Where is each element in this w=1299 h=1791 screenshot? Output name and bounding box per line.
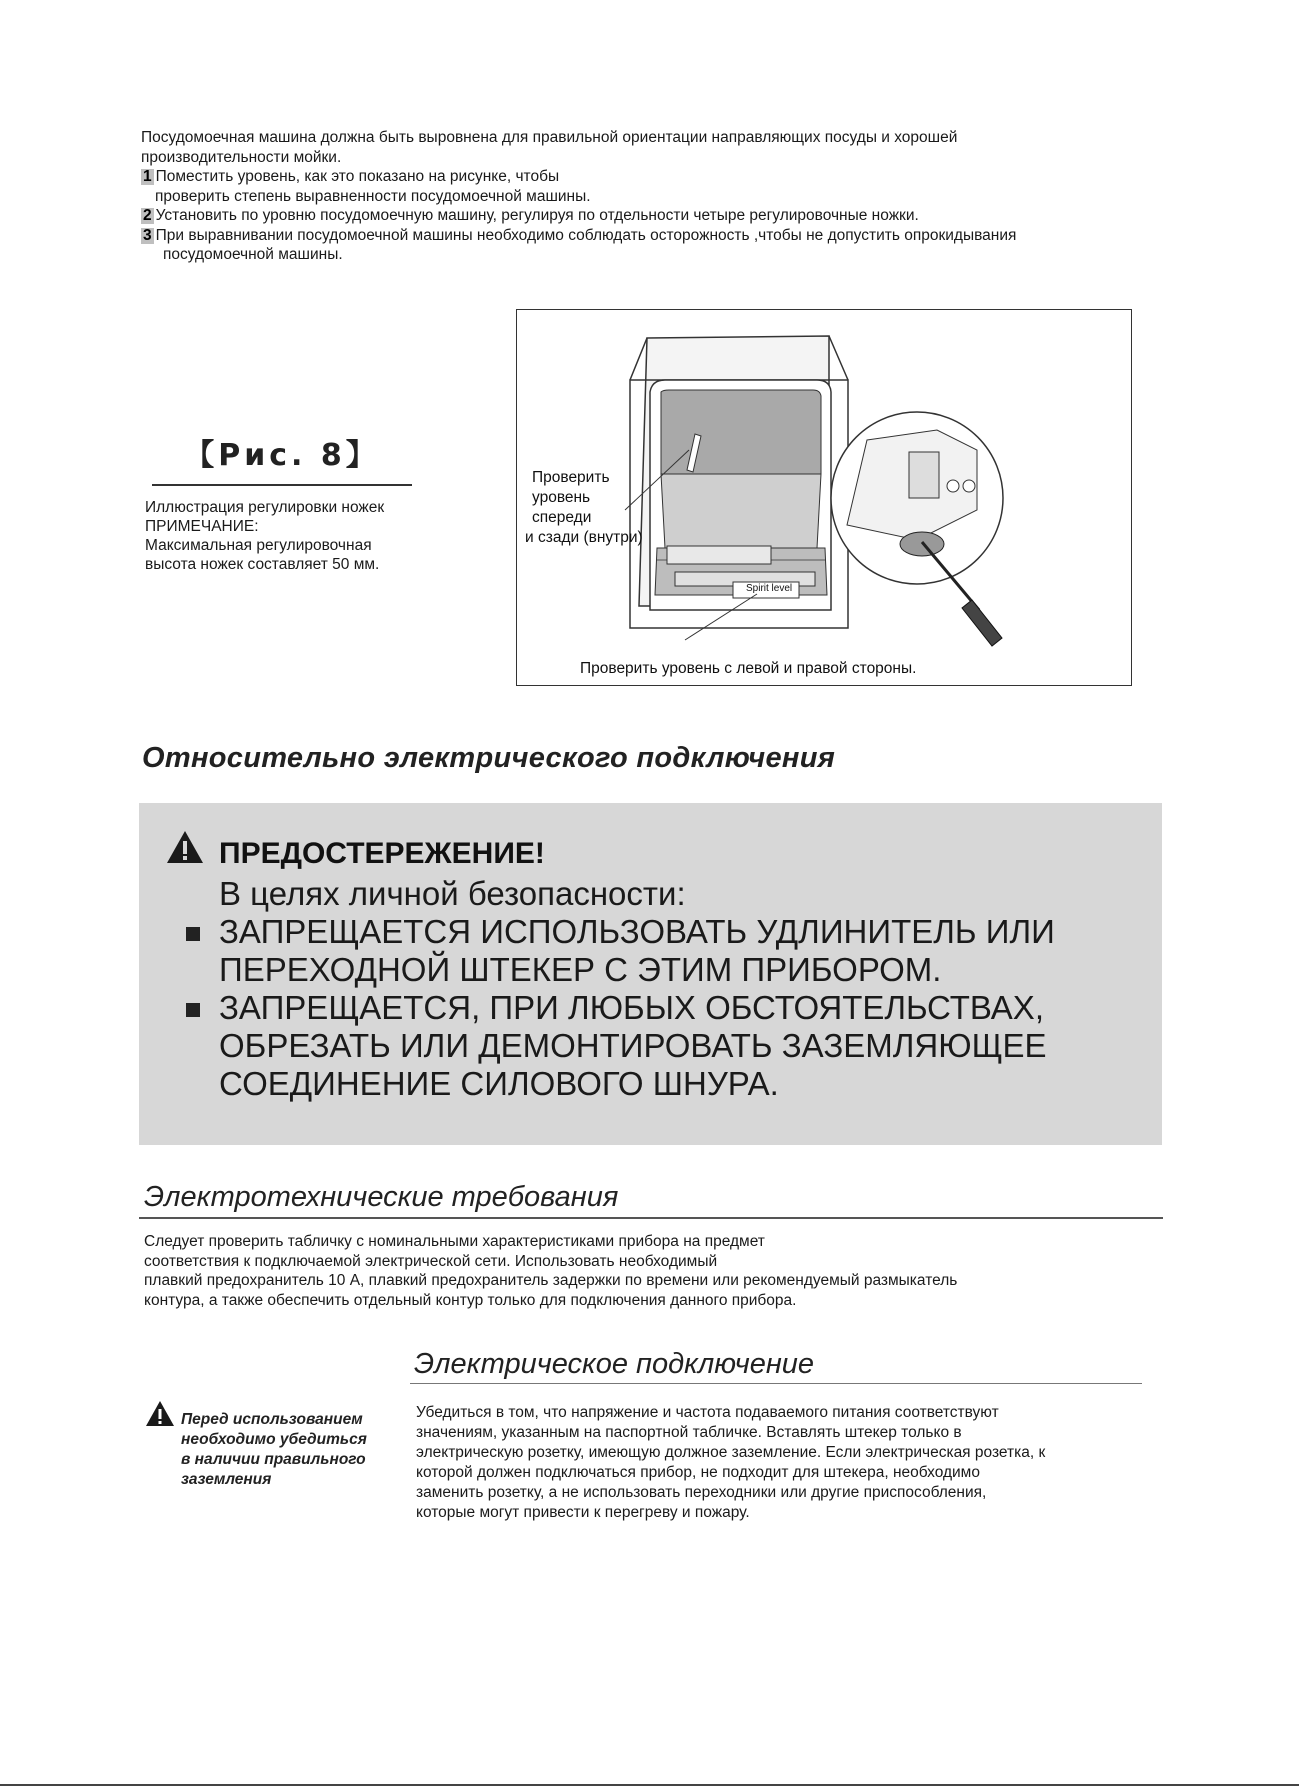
- warning-triangle-icon: [145, 1400, 175, 1428]
- requirements-heading: Электротехнические требования: [144, 1181, 619, 1213]
- step-number: 2: [143, 207, 152, 224]
- connection-line: заменить розетку, а не использовать переходники или другие приспособления,: [416, 1484, 987, 1501]
- connection-line: которые могут привести к перегреву и пожару.: [416, 1504, 750, 1521]
- figure-label-bottom-a: Проверить уровень: [580, 660, 720, 677]
- figure-label-check: уровень: [532, 489, 591, 506]
- step-2: [141, 206, 1181, 226]
- note-line: Иллюстрация регулировки ножек: [145, 499, 385, 516]
- figure-label-check: Проверить: [532, 469, 610, 486]
- dishwasher-leveling-figure: [516, 309, 1132, 686]
- warning-item-2-cont: СОЕДИНЕНИЕ СИЛОВОГО ШНУРА.: [219, 1065, 779, 1102]
- figure-label-bottom-b: с левой и правой стороны.: [724, 660, 917, 677]
- warning-item-1-cont: ПЕРЕХОДНОЙ ШТЕКЕР С ЭТИМ ПРИБОРОМ.: [219, 951, 942, 988]
- connection-line: Убедиться в том, что напряжение и частота подаваемого питания соответствуют: [416, 1404, 999, 1421]
- spirit-level-label: Spirit level: [746, 583, 793, 594]
- requirements-line: Следует проверить табличку с номинальными характеристиками прибора на предмет: [144, 1233, 765, 1250]
- step-1: [141, 167, 1181, 187]
- figure-notes: [145, 498, 412, 574]
- warning-box: [139, 803, 1162, 1145]
- connection-line: значениям, указанным на паспортной табличке. Вставлять штекер только в: [416, 1424, 962, 1441]
- requirements-line: контура, а также обеспечить отдельный контур только для подключения данного прибора.: [144, 1291, 797, 1309]
- figure-label-bottom: [580, 659, 916, 678]
- note-line: высота ножек составляет 50 мм.: [145, 556, 380, 573]
- requirements-line: соответствия к подключаемой электрической сети. Использовать необходимый: [144, 1252, 718, 1270]
- step-3-continuation: посудомоечной машины.: [163, 246, 343, 263]
- step-3-text: При выравнивании посудомоечной машины необходимо соблюдать осторожность ,чтобы не допустить опрокидывания: [155, 226, 1017, 244]
- warning-title: ПРЕДОСТЕРЕЖЕНИЕ!: [219, 837, 545, 870]
- requirements-line: плавкий предохранитель 10 А, плавкий предохранитель задержки по времени или рекомендуемый размыкатель: [144, 1272, 958, 1289]
- caption-divider: [152, 484, 412, 486]
- warning-item-2: ЗАПРЕЩАЕТСЯ, ПРИ ЛЮБЫХ ОБСТОЯТЕЛЬСТВАХ,: [219, 989, 1044, 1026]
- requirements-text: [144, 1232, 1154, 1310]
- step-number: 1: [143, 168, 152, 185]
- step-2-text: Установить по уровню посудомоечную машину, регулируя по отдельности четыре регулировочные ножки.: [155, 207, 919, 224]
- step-3: [141, 226, 1181, 246]
- warning-item-2-cont: ОБРЕЗАТЬ ИЛИ ДЕМОНТИРОВАТЬ ЗАЗЕМЛЯЮЩЕЕ: [219, 1027, 1047, 1064]
- note-line: Максимальная регулировочная: [145, 537, 372, 554]
- dishwasher-illustration: [517, 310, 1133, 687]
- page-bottom-divider: [0, 1784, 1299, 1786]
- figure-label-check: и сзади (внутри): [525, 529, 643, 546]
- intro-line-1: Посудомоечная машина должна быть выровнена для правильной ориентации направляющих посуды и хорошей: [141, 129, 958, 146]
- step-1-continuation: проверить степень выравненности посудомоечной машины.: [155, 187, 591, 205]
- connection-line: которой должен подключаться прибор, не подходит для штекера, необходимо: [416, 1464, 980, 1481]
- grounding-line: необходимо убедиться: [181, 1431, 367, 1448]
- electrical-heading: Относительно электрического подключения: [142, 742, 836, 774]
- requirements-divider: [139, 1217, 1163, 1219]
- intro-instructions: [141, 128, 1181, 265]
- warning-triangle-icon: [165, 829, 205, 865]
- connection-heading: Электрическое подключение: [414, 1348, 815, 1380]
- grounding-line: Перед использованием: [181, 1411, 363, 1428]
- connection-line: электрическую розетку, имеющую должное заземление. Если электрическая розетка, к: [416, 1444, 1046, 1461]
- grounding-line: заземления: [181, 1471, 272, 1488]
- intro-line-2: производительности мойки.: [141, 148, 342, 166]
- warning-subtitle: В целях личной безопасности:: [219, 875, 686, 912]
- figure-title: 【Рис. 8】: [184, 438, 380, 473]
- step-number: 3: [143, 226, 152, 244]
- connection-text: [416, 1403, 1156, 1523]
- connection-divider: [410, 1383, 1142, 1384]
- grounding-line: в наличии правильного: [181, 1451, 366, 1468]
- figure-caption: [145, 430, 412, 574]
- grounding-warning-text: [181, 1410, 367, 1490]
- bullet-square-icon: [186, 927, 200, 941]
- figure-label-check: спереди: [532, 509, 592, 526]
- bullet-square-icon: [186, 1003, 200, 1017]
- note-line: ПРИМЕЧАНИЕ:: [145, 518, 259, 535]
- step-1-text: Поместить уровень, как это показано на рисунке, чтобы: [155, 168, 560, 185]
- warning-item-1: ЗАПРЕЩАЕТСЯ ИСПОЛЬЗОВАТЬ УДЛИНИТЕЛЬ ИЛИ: [219, 913, 1055, 950]
